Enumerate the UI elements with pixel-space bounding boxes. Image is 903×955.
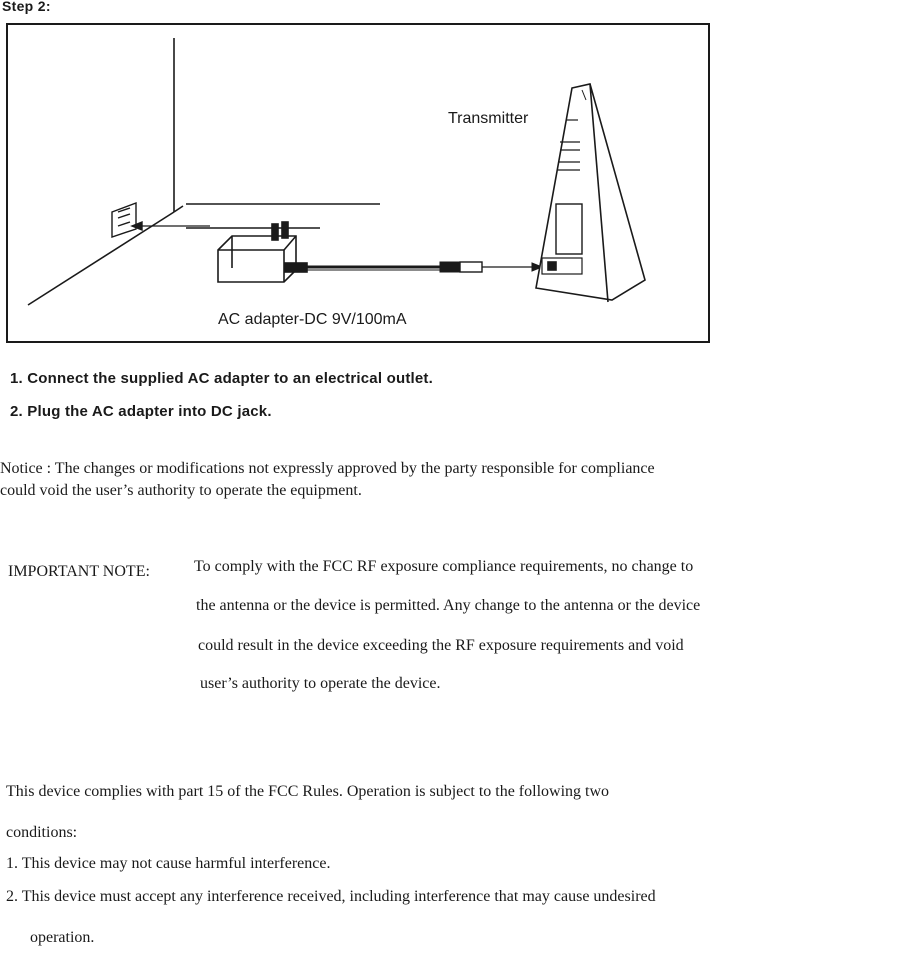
important-note-label: IMPORTANT NOTE:: [8, 563, 150, 580]
fcc-statement-line-2: conditions:: [6, 824, 78, 841]
room-corner: [28, 38, 380, 305]
ac-adapter-icon: [218, 222, 307, 282]
notice-text-line-2: could void the user’s authority to operate the equipment.: [0, 482, 362, 499]
fcc-statement-line-1: This device complies with part 15 of the FCC Rules. Operation is subject to the following two: [6, 783, 610, 800]
dc-cable: [307, 262, 542, 272]
fcc-condition-1: 1. This device may not cause harmful interference.: [6, 855, 331, 872]
important-note-line-2: the antenna or the device is permitted. Any change to the antenna or the device: [196, 597, 701, 614]
step-heading: Step 2:: [2, 0, 51, 14]
instruction-2: 2. Plug the AC adapter into DC jack.: [10, 403, 272, 420]
notice-text-line-1: Notice : The changes or modifications not expressly approved by the party responsible for compliance: [0, 460, 655, 477]
important-note-line-4: user’s authority to operate the device.: [200, 675, 441, 692]
transmitter-label: Transmitter: [448, 110, 529, 127]
important-note-line-3: could result in the device exceeding the RF exposure requirements and void: [198, 637, 684, 654]
instruction-1: 1. Connect the supplied AC adapter to an electrical outlet.: [10, 370, 433, 387]
transmitter-icon: [536, 84, 645, 302]
fcc-condition-2-continued: operation.: [30, 929, 95, 946]
setup-illustration: [0, 0, 903, 360]
important-note-line-1: To comply with the FCC RF exposure compliance requirements, no change to: [194, 558, 694, 575]
adapter-label: AC adapter-DC 9V/100mA: [218, 311, 407, 328]
fcc-condition-2: 2. This device must accept any interference received, including interference that may cause undesired: [6, 888, 656, 905]
